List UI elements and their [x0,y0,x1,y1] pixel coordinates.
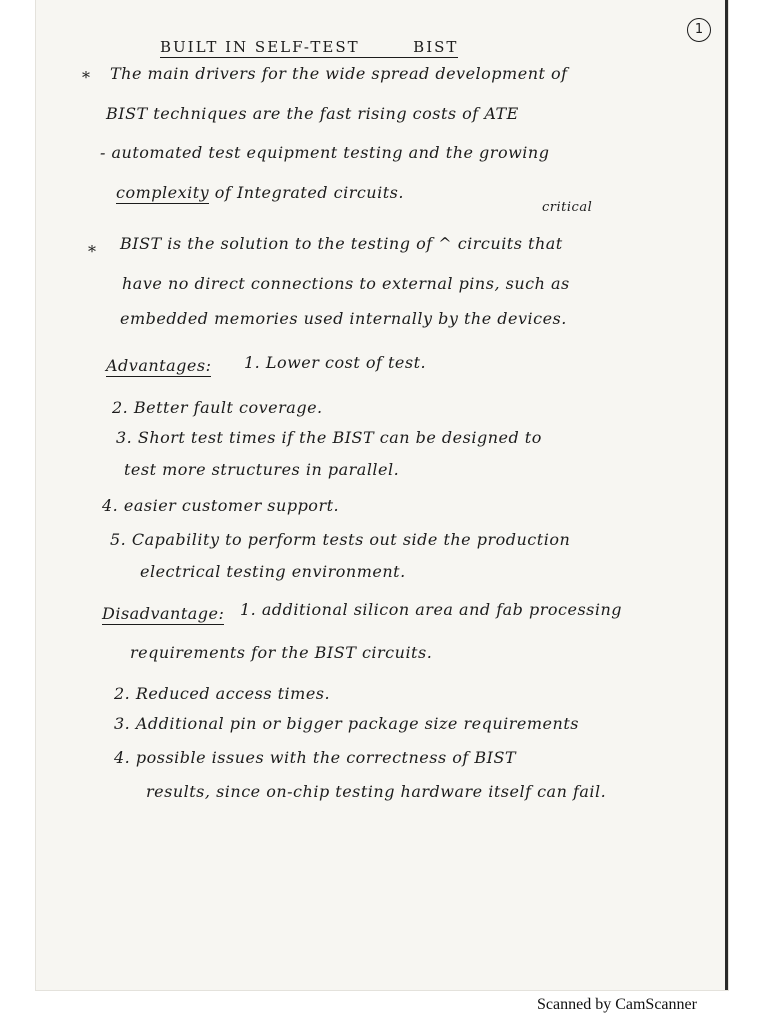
disadvantages-label: Disadvantage: [102,604,225,623]
advantage-item: electrical testing environment. [140,562,406,581]
para1-line4 [116,183,404,202]
disadvantage-item: results, since on-chip testing hardware itself can fail. [146,782,607,801]
disadvantage-item: 4. possible issues with the correctness of BIST [114,748,517,767]
insert-word: critical [542,200,593,215]
para1-line4-rest: of Integrated circuits. [214,183,404,202]
para2-line3: embedded memories used internally by the devices. [120,309,567,328]
page-title [160,38,458,58]
disadvantage-item: 2. Reduced access times. [114,684,331,703]
advantage-item: 4. easier customer support. [102,496,340,515]
scanner-watermark: Scanned by CamScanner [537,996,697,1013]
para1-line2: BIST techniques are the fast rising costs of ATE [106,104,519,123]
disadvantage-item: 3. Additional pin or bigger package size requirements [114,714,579,733]
para2-line1: BIST is the solution to the testing of ^ circuits that [120,234,563,253]
bullet-2: * [88,242,97,261]
para2-line2: have no direct connections to external pins, such as [122,274,570,293]
title-abbrev: BIST [413,38,459,56]
title-text: BUILT IN SELF-TEST [160,38,360,56]
advantage-item: 2. Better fault coverage. [112,398,323,417]
underlined-word: complexity [116,183,210,202]
advantage-item: 3. Short test times if the BIST can be designed to [116,428,542,447]
advantage-item: 5. Capability to perform tests out side the production [110,530,571,549]
advantage-item: 1. Lower cost of test. [244,353,427,372]
disadvantage-item: 1. additional silicon area and fab processing [240,600,623,619]
advantages-label: Advantages: [106,356,212,375]
page-number: 1 [687,18,711,42]
bullet-1: * [82,68,91,87]
advantage-item: test more structures in parallel. [124,460,400,479]
para1-line1: The main drivers for the wide spread development of [110,64,568,83]
para1-line3: - automated test equipment testing and the growing [100,143,550,162]
disadvantage-item: requirements for the BIST circuits. [130,643,433,662]
